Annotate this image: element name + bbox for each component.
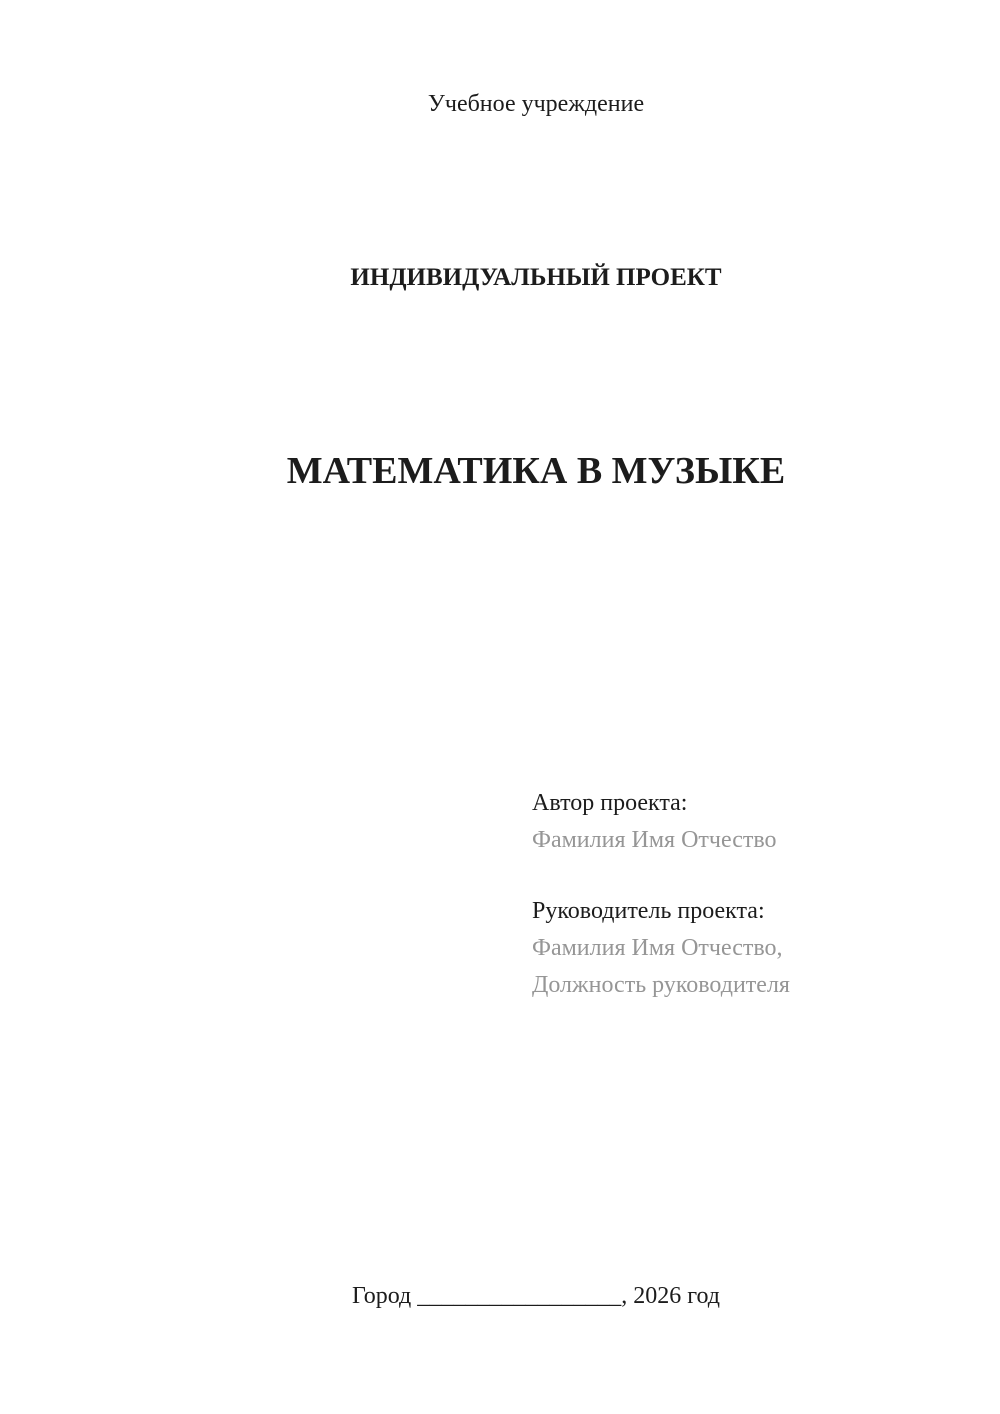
author-name-placeholder: Фамилия Имя Отчество bbox=[532, 827, 777, 853]
city-year-line: Город _________________, 2026 год bbox=[351, 1283, 721, 1309]
supervisor-label: Руководитель проекта: bbox=[532, 898, 765, 924]
supervisor-position-placeholder: Должность руководителя bbox=[532, 972, 790, 998]
project-type-heading: ИНДИВИДУАЛЬНЫЙ ПРОЕКТ bbox=[350, 264, 722, 291]
project-title: МАТЕМАТИКА В МУЗЫКЕ bbox=[286, 450, 786, 492]
author-label: Автор проекта: bbox=[532, 790, 688, 816]
credits-gap bbox=[532, 859, 790, 893]
institution-line: Учебное учреждение bbox=[427, 91, 645, 117]
credits-block bbox=[532, 785, 790, 1004]
supervisor-name-placeholder: Фамилия Имя Отчество, bbox=[532, 935, 783, 961]
